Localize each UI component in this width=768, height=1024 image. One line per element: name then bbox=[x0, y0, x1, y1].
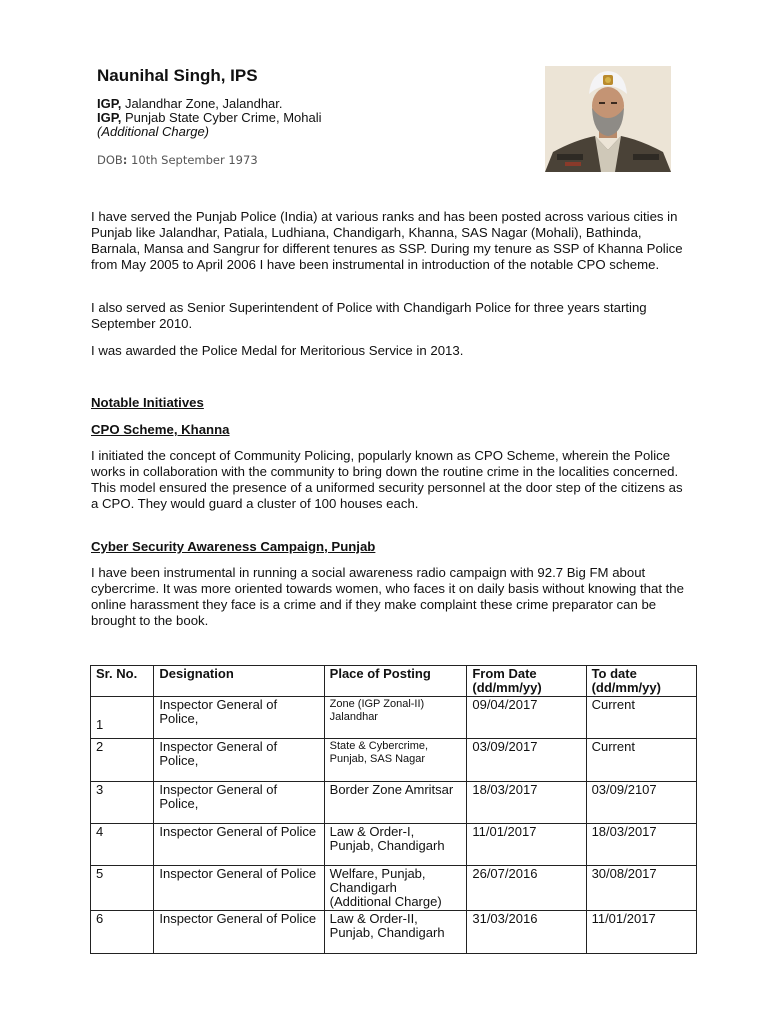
cell-sr: 4 bbox=[91, 824, 154, 866]
dob-value: 10th September 1973 bbox=[127, 153, 258, 167]
table-header-row bbox=[91, 666, 697, 697]
role-line-3 bbox=[97, 125, 322, 139]
cell-sr: 3 bbox=[91, 782, 154, 824]
bio-paragraph-3: I was awarded the Police Medal for Meritorious Service in 2013. bbox=[91, 343, 464, 358]
role-1-text: Jalandhar Zone, Jalandhar. bbox=[121, 96, 283, 111]
cell-designation: Inspector General of Police, bbox=[154, 782, 324, 824]
table-row bbox=[91, 782, 697, 824]
bio-paragraph-2: I also served as Senior Superintendent of Police with Chandigarh Police for three years starting September 2010. bbox=[91, 300, 647, 331]
cell-designation: Inspector General of Police, bbox=[154, 739, 324, 782]
header-from-date: From Date (dd/mm/yy) bbox=[467, 666, 586, 697]
current-roles bbox=[97, 97, 322, 139]
dob-colon: : bbox=[122, 153, 128, 167]
cell-to: 11/01/2017 bbox=[586, 911, 696, 954]
table-row bbox=[91, 739, 697, 782]
table-row bbox=[91, 866, 697, 911]
header-designation: Designation bbox=[154, 666, 324, 697]
cell-to: 03/09/2107 bbox=[586, 782, 696, 824]
table-row bbox=[91, 697, 697, 739]
cyber-campaign-heading: Cyber Security Awareness Campaign, Punjab bbox=[91, 539, 376, 554]
role-1-rank: IGP, bbox=[97, 96, 122, 111]
cpo-scheme-heading: CPO Scheme, Khanna bbox=[91, 422, 230, 437]
cell-sr: 2 bbox=[91, 739, 154, 782]
role-line-1 bbox=[97, 97, 322, 111]
table-row bbox=[91, 824, 697, 866]
cell-place: Welfare, Punjab, Chandigarh (Additional Charge) bbox=[324, 866, 467, 911]
role-2-rank: IGP, bbox=[97, 110, 122, 125]
cell-from: 03/09/2017 bbox=[467, 739, 586, 782]
table-row bbox=[91, 911, 697, 954]
role-line-2 bbox=[97, 111, 322, 125]
cell-sr: 1 bbox=[91, 697, 154, 739]
cell-designation: Inspector General of Police, bbox=[154, 697, 324, 739]
role-2-text: Punjab State Cyber Crime, Mohali bbox=[121, 110, 322, 125]
bio-paragraph-1: I have served the Punjab Police (India) at various ranks and has been posted across various cities in Punjab like Jalandhar, Patiala, Ludhiana, Chandigarh, Khanna, SAS Nagar (Mohali), Bathinda, Barnala, Mansa and Sangrur for different tenures as SSP. During my tenure as SSP of Khanna Police from May 2005 to April 2006 I have been instrumental in introduction of the notable CPO scheme. bbox=[91, 209, 683, 272]
cpo-scheme-text: I initiated the concept of Community Policing, popularly known as CPO Scheme, wherein the Police works in collaboration with the community to bring down the routine crime in the localities concerned. This model ensured the presence of a uniformed security personnel at the door step of the citizens as a CPO. They would guard a cluster of 100 houses each. bbox=[91, 448, 683, 511]
cyber-campaign-text: I have been instrumental in running a social awareness radio campaign with 92.7 Big FM about cybercrime. It was more oriented towards women, who faces it on daily basis without knowing that the online harassment they face is a crime and if they make complaint these crime preparator can be brought to the book. bbox=[91, 565, 684, 628]
header-sr-no: Sr. No. bbox=[91, 666, 154, 697]
cell-to: Current bbox=[586, 697, 696, 739]
cell-from: 11/01/2017 bbox=[467, 824, 586, 866]
cell-designation: Inspector General of Police bbox=[154, 911, 324, 954]
cell-place: Border Zone Amritsar bbox=[324, 782, 467, 824]
cell-from: 09/04/2017 bbox=[467, 697, 586, 739]
date-of-birth bbox=[97, 153, 258, 167]
cell-to: 18/03/2017 bbox=[586, 824, 696, 866]
cell-to: 30/08/2017 bbox=[586, 866, 696, 911]
notable-initiatives-heading: Notable Initiatives bbox=[91, 395, 204, 410]
additional-charge: (Additional Charge) bbox=[97, 124, 210, 139]
cell-from: 18/03/2017 bbox=[467, 782, 586, 824]
cell-place: State & Cybercrime, Punjab, SAS Nagar bbox=[324, 739, 467, 782]
cell-designation: Inspector General of Police bbox=[154, 866, 324, 911]
portrait-image bbox=[545, 66, 671, 172]
header-to-date: To date (dd/mm/yy) bbox=[586, 666, 696, 697]
dob-label: DOB bbox=[97, 153, 123, 167]
header-place: Place of Posting bbox=[324, 666, 467, 697]
cell-to: Current bbox=[586, 739, 696, 782]
officer-name: Naunihal Singh, IPS bbox=[97, 66, 258, 85]
officer-photo bbox=[545, 66, 671, 172]
cell-sr: 6 bbox=[91, 911, 154, 954]
cell-sr: 5 bbox=[91, 866, 154, 911]
cell-designation: Inspector General of Police bbox=[154, 824, 324, 866]
cell-place: Law & Order-I, Punjab, Chandigarh bbox=[324, 824, 467, 866]
cell-from: 26/07/2016 bbox=[467, 866, 586, 911]
cell-place: Law & Order-II, Punjab, Chandigarh bbox=[324, 911, 467, 954]
cell-place: Zone (IGP Zonal-II) Jalandhar bbox=[324, 697, 467, 739]
postings-table bbox=[90, 665, 697, 954]
cell-from: 31/03/2016 bbox=[467, 911, 586, 954]
